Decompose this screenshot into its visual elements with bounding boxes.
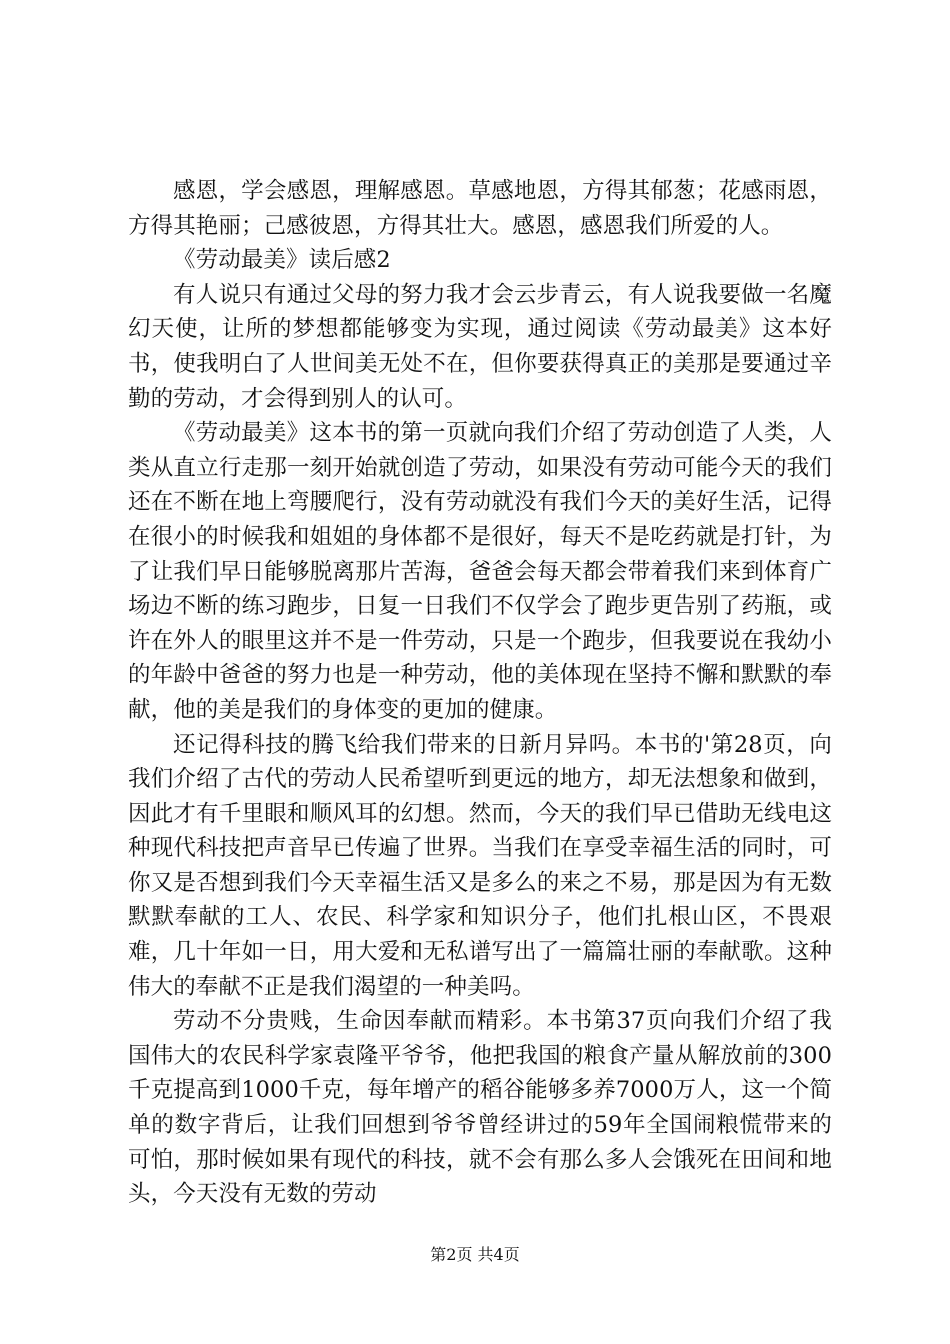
page-footer: 第2页 共4页 <box>430 1245 520 1264</box>
document-body <box>128 174 832 1212</box>
paragraph-first-page: 《劳动最美》这本书的第一页就向我们介绍了劳动创造了人类，人类从直立行走那一刻开始就创造了劳动，如果没有劳动可能今天的我们还在不断在地上弯腰爬行，没有劳动就没有我们今天的美好生活，记得在很小的时候我和姐姐的身体都不是很好，每天不是吃药就是打针，为了让我们早日能够脱离那片苦海，爸爸会每天都会带着我们来到体育广场边不断的练习跑步，日复一日我们不仅学会了跑步更告别了药瓶，或许在外人的眼里这并不是一件劳动，只是一个跑步，但我要说在我幼小的年龄中爸爸的努力也是一种劳动，他的美体现在坚持不懈和默默的奉献，他的美是我们的身体变的更加的健康。 <box>128 420 832 723</box>
paragraph-yuan-longping: 劳动不分贵贱，生命因奉献而精彩。本书第37页向我们介绍了我国伟大的农民科学家袁隆平爷爷，他把我国的粮食产量从解放前的300千克提高到1000千克，每年增产的稻谷能够多养7000万人，这一个简单的数字背后，让我们回想到爷爷曾经讲过的59年全国闹粮慌带来的可怕，那时候如果有现代的科技，就不会有那么多人会饿死在田间和地头，今天没有无数的劳动 <box>128 1008 832 1208</box>
paragraph-gratitude: 感恩，学会感恩，理解感恩。草感地恩，方得其郁葱；花感雨恩，方得其艳丽；己感彼恩，方得其壮大。感恩，感恩我们所爱的人。 <box>128 178 832 239</box>
paragraph-intro: 有人说只有通过父母的努力我才会云步青云，有人说我要做一名魔幻天使，让所的梦想都能够变为实现，通过阅读《劳动最美》这本好书，使我明白了人世间美无处不在，但你要获得真正的美那是要通过辛勤的劳动，才会得到别人的认可。 <box>128 281 832 412</box>
essay-heading: 《劳动最美》读后感2 <box>173 247 391 274</box>
paragraph-technology: 还记得科技的腾飞给我们带来的日新月异吗。本书的'第28页，向我们介绍了古代的劳动人民希望听到更远的地方，却无法想象和做到，因此才有千里眼和顺风耳的幻想。然而，今天的我们早已借助无线电这种现代科技把声音早已传遍了世界。当我们在享受幸福生活的同时，可你又是否想到我们今天幸福生活又是多么的来之不易，那是因为有无数默默奉献的工人、农民、科学家和知识分子，他们扎根山区，不畏艰难，几十年如一日，用大爱和无私谱写出了一篇篇壮丽的奉献歌。这种伟大的奉献不正是我们渴望的一种美吗。 <box>128 731 832 1000</box>
